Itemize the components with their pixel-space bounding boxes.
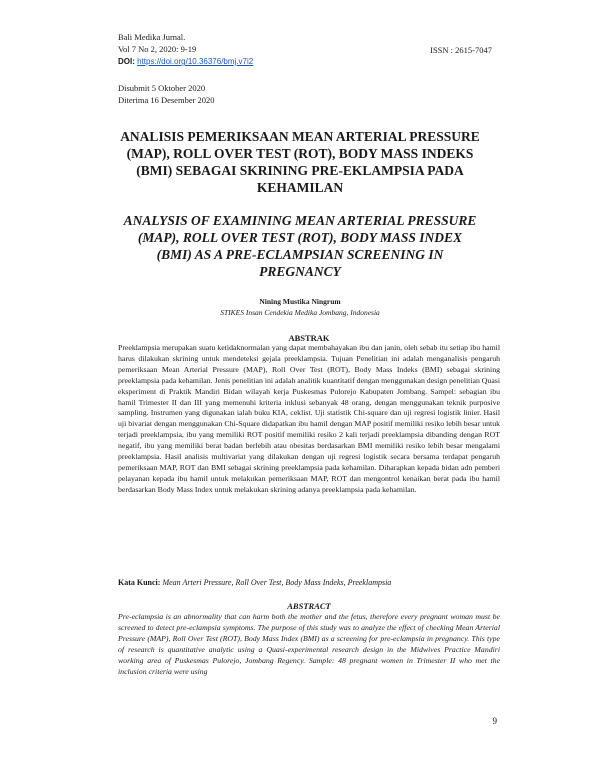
doi-link[interactable]: https://doi.org/10.36376/bmj.v7i2 bbox=[137, 57, 254, 66]
doi-label: DOI: bbox=[118, 57, 135, 66]
title-english: ANALYSIS OF EXAMINING MEAN ARTERIAL PRESSURE (MAP), ROLL OVER TEST (ROT), BODY MASS INDEX (BMI) AS A PRE-ECLAMPSIAN SCREENING IN PREGNANCY bbox=[123, 213, 477, 279]
abstract-heading: ABSTRACT bbox=[287, 601, 331, 611]
abstrak-heading: ABSTRAK bbox=[288, 333, 330, 343]
keywords bbox=[118, 578, 500, 587]
journal-name: Bali Medika Jurnal. bbox=[118, 32, 186, 42]
author-affiliation: STIKES Insan Cendekia Medika Jombang, Indonesia bbox=[220, 308, 380, 317]
submitted-date: Disubmit 5 Oktober 2020 bbox=[118, 83, 206, 93]
submission-dates bbox=[118, 82, 215, 106]
accepted-date: Diterima 16 Desember 2020 bbox=[118, 95, 215, 105]
title-indonesian: ANALISIS PEMERIKSAAN MEAN ARTERIAL PRESSURE (MAP), ROLL OVER TEST (ROT), BODY MASS INDEKS (BMI) SEBAGAI SKRINING PRE-EKLAMPSIA PADA KEHAMILAN bbox=[120, 129, 480, 195]
keywords-text: Mean Arteri Pressure, Roll Over Test, Body Mass Indeks, Preeklampsia bbox=[162, 578, 392, 587]
abstrak-text: Preeklampsia merupakan suatu ketidaknormalan yang dapat membahayakan ibu dan janin, oleh sebab itu setiap ibu hamil harus dilakukan skrining untuk mendeteksi gejala preeklampsia. Tujuan Penelitian ini adalah menganalisis pengaruh pemeriksaan Mean Arterial Pressure (MAP), Roll Over Test (ROT), Body Mass Indeks (BMI) sebagai skrining preeklampsia pada kehamilan. Jenis penelitian ini adalah analitik kuantitatif dengan menggunakan design penelitian Quasi eksperiment di Praktik Mandiri Bidan wilayah kerja Puskesmas Pulorejo Kabupaten Jombang. Sampel: sebagian ibu hamil Trimester II dan III yang memenuhi kriteria inklusi sebanyak 48 orang, dengan menggunakan teknik purposive sampling. Instrumen yang digunakan ialah buku KIA, ceklist. Uji statistik Chi-square dan uji regresi logistik linier. Hasil uji bivariat dengan menggunakan Chi-Square didapatkan ibu hamil dengan MAP positif memiliki resiko lebih besar untuk terjadi preeklampsia, ibu yang memiliki ROT positif memiliki resiko 2 kali terjadi preeklampsia dibanding dengan ROT negatif, ibu yang memiliki berat badan berlebih atau obesitas berdasarkan BMI memiliki resiko lebih besar mengalami preeklampsia. Hasil analisis multivariat yang dilakukan dengan uji regresi logistik secara bersama terdapat pengaruh pemeriksaan MAP, ROT dan BMI sebagai skrining preeklampsia pada kehamilan. Diharapkan kepada bidan adn pemberi pelayanan kepada ibu hamil untuk melakukan pemeriksaan MAP, ROT dan mengontrol kenaikan berat pada ibu hamil berdasarkan Body Mass Index untuk melakukan skrining adanya preeklampsia pada kehamilan. bbox=[118, 343, 500, 494]
author-name: Nining Mustika Ningrum bbox=[259, 297, 341, 306]
journal-volume: Vol 7 No 2, 2020: 9-19 bbox=[118, 44, 197, 54]
page-number: 9 bbox=[492, 716, 497, 726]
abstract-text: Pre-eclampsia is an abnormality that can harm both the mother and the fetus, therefore every pregnant woman must be screened to detect pre-eclampsia symptoms. The purpose of this study was to analyze the effect of checking Mean Arterial Pressure (MAP), Roll Over Test (ROT), Body Mass Index (BMI) as a screening for pre-eclampsia in pregnancy. This type of research is quantitative analytic using a Quasi-experimental research design in the Midwives Practice Mandiri working area of Puskesmas Pulorejo, Jombang Regency. Sample: 48 pregnant women in Trimester II who met the inclusion criteria were using bbox=[118, 612, 500, 676]
issn: ISSN : 2615-7047 bbox=[430, 45, 492, 55]
keywords-label: Kata Kunci: bbox=[118, 578, 161, 587]
doi-line bbox=[118, 56, 253, 67]
